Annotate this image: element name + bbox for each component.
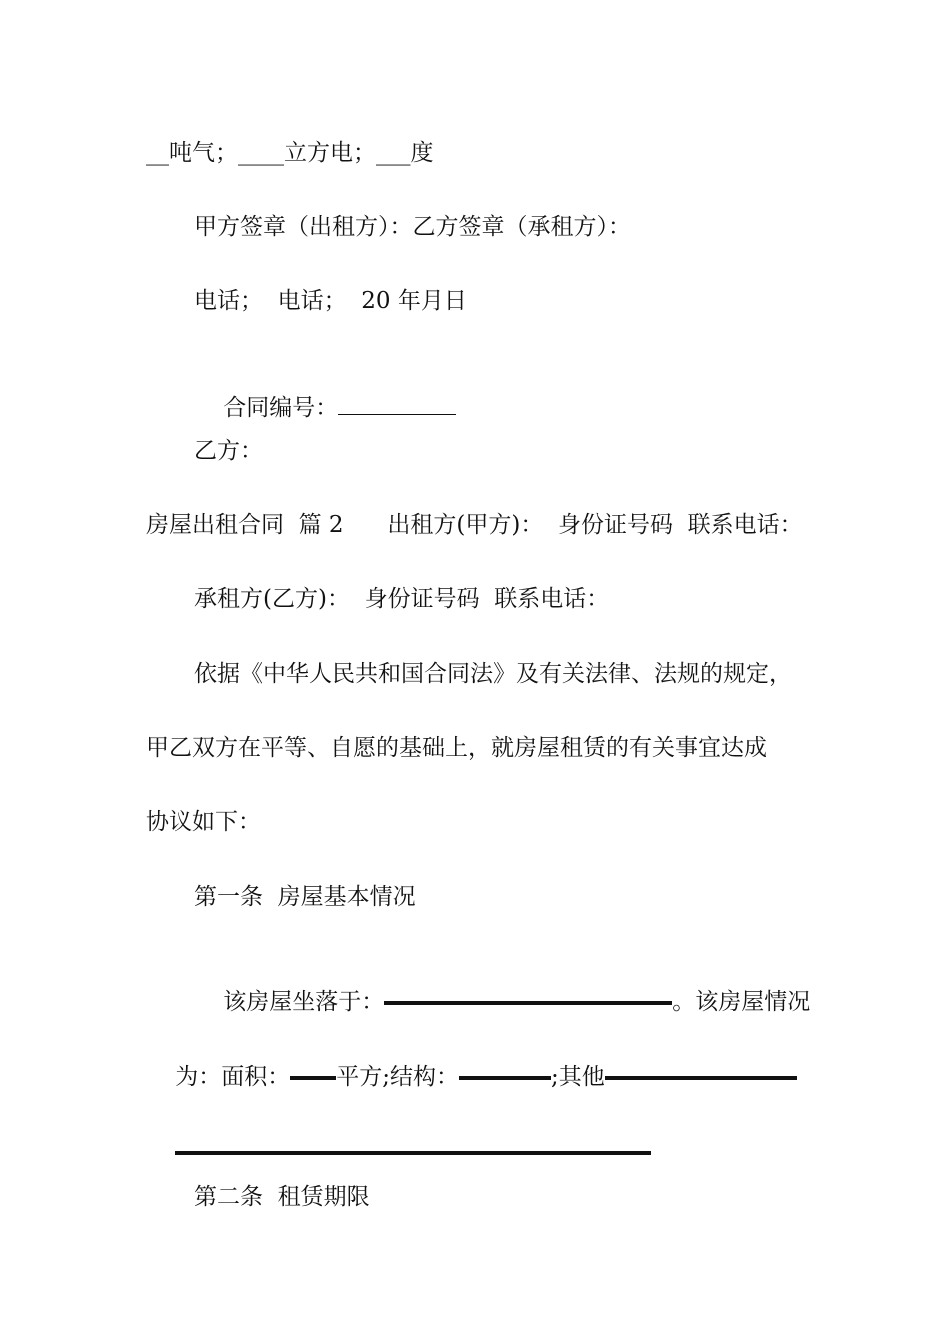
contract-title-line: 房屋出租合同 篇 2 出租方(甲方)： 身份证号码 联系电话： (146, 512, 803, 538)
other-continuation-blank[interactable] (175, 1151, 651, 1155)
utility-readings-line: __吨气；____立方电；___度 (146, 140, 434, 166)
paragraph-line-1: 依据《中华人民共和国合同法》及有关法律、法规的规定， (194, 661, 792, 687)
paragraph-line-2: 甲乙双方在平等、自愿的基础上，就房屋租赁的有关事宜达成 (146, 735, 767, 761)
area-blank[interactable] (290, 1076, 336, 1080)
contract-number-line (194, 362, 456, 421)
party-b-line: 乙方： (194, 438, 263, 464)
paragraph-line-3: 协议如下： (146, 809, 261, 835)
structure-blank[interactable] (459, 1076, 551, 1080)
area-structure-line (146, 1032, 797, 1090)
location-label: 该房屋坐落于： (223, 989, 385, 1015)
phone-date-line: 电话； 电话； 20 年月日 (194, 288, 467, 314)
other-continuation-line (146, 1107, 651, 1137)
location-line (194, 957, 811, 1015)
contract-number-label: 合同编号： (223, 395, 339, 421)
structure-label: 平方;结构： (336, 1064, 459, 1090)
lessee-line: 承租方(乙方)： 身份证号码 联系电话： (194, 586, 610, 612)
area-label: 为：面积： (175, 1064, 291, 1090)
contract-number-blank[interactable] (338, 392, 456, 415)
signature-line: 甲方签章（出租方）：乙方签章（承租方）： (194, 214, 631, 240)
other-blank[interactable] (605, 1076, 797, 1080)
location-suffix: 。该房屋情况 (672, 989, 811, 1015)
location-blank[interactable] (384, 1001, 672, 1005)
other-label: ;其他 (551, 1064, 605, 1090)
article-1-heading: 第一条 房屋基本情况 (194, 884, 416, 910)
article-2-heading: 第二条 租赁期限 (194, 1184, 370, 1210)
